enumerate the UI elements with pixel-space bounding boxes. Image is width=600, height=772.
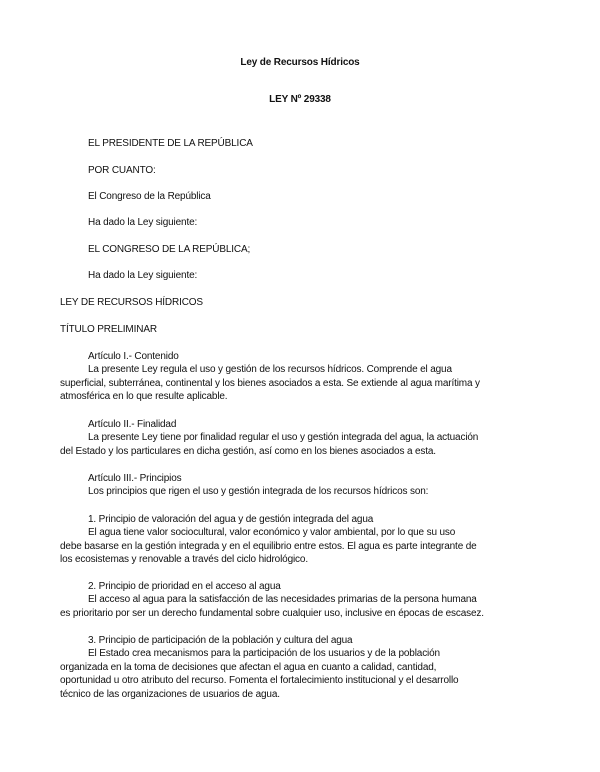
law-heading: LEY DE RECURSOS HÍDRICOS [60,297,203,308]
principle-line: El acceso al agua para la satisfacción de las necesidades primarias de la persona humana [88,594,477,606]
article-2 [60,418,478,458]
principle-line: oportunidad u otro atributo del recurso. Fomenta el fortalecimiento institucional y el desarrollo [60,675,459,687]
principle-heading: 3. Principio de participación de la población y cultura del agua [88,635,353,646]
article-heading: Artículo III.- Principios [88,473,182,484]
principle-line: técnico de las organizaciones de usuarios de agua. [60,688,280,700]
principle-line: organizada en la toma de decisiones que afectan el agua en cuanto a calidad, cantidad, [60,661,437,673]
preamble-line: POR CUANTO: [88,165,156,176]
article-heading: Artículo I.- Contenido [88,351,179,362]
preamble-line: Ha dado la Ley siguiente: [88,217,198,228]
principle-line: es prioritario por ser un derecho fundamental sobre cualquier uso, inclusive en épocas de escasez. [60,607,484,619]
article-line: La presente Ley regula el uso y gestión de los recursos hídricos. Comprende el agua [88,364,452,376]
principle-1 [60,513,477,567]
principle-line: El agua tiene valor sociocultural, valor económico y valor ambiental, por lo que su uso [88,527,456,539]
principle-2 [60,580,484,620]
principle-line: El Estado crea mecanismos para la participación de los usuarios y de la población [88,648,440,660]
principle-heading: 2. Principio de prioridad en el acceso al agua [88,581,281,592]
article-line: del Estado y los particulares en dicha gestión, así como en los bienes asociados a esta. [60,445,436,457]
article-1 [60,350,480,404]
law-number: LEY Nº 29338 [269,94,331,105]
article-heading: Artículo II.- Finalidad [88,419,177,430]
preamble-line: El Congreso de la República [88,191,211,202]
section-heading: TÍTULO PRELIMINAR [60,324,157,335]
article-line: atmosférica en lo que resulte aplicable. [60,391,228,403]
article-line: superficial, subterránea, continental y los bienes asociados a esta. Se extiende al agua marítima y [60,377,480,389]
preamble-line: Ha dado la Ley siguiente: [88,270,198,281]
document-title: Ley de Recursos Hídricos [240,57,360,68]
principle-line: debe basarse en la gestión integrada y en el equilibrio entre estos. El agua es parte integrante de [60,540,477,552]
preamble-line: EL PRESIDENTE DE LA REPÚBLICA [88,138,253,149]
preamble-line: EL CONGRESO DE LA REPÚBLICA; [88,244,251,255]
principle-3 [60,634,458,701]
article-line: Los principios que rigen el uso y gestión integrada de los recursos hídricos son: [88,486,429,498]
principle-heading: 1. Principio de valoración del agua y de gestión integrada del agua [88,514,374,525]
principle-line: los ecosistemas y renovable a través del ciclo hidrológico. [60,554,308,566]
article-line: La presente Ley tiene por finalidad regular el uso y gestión integrada del agua, la actuación [88,432,479,444]
article-3 [60,472,428,499]
